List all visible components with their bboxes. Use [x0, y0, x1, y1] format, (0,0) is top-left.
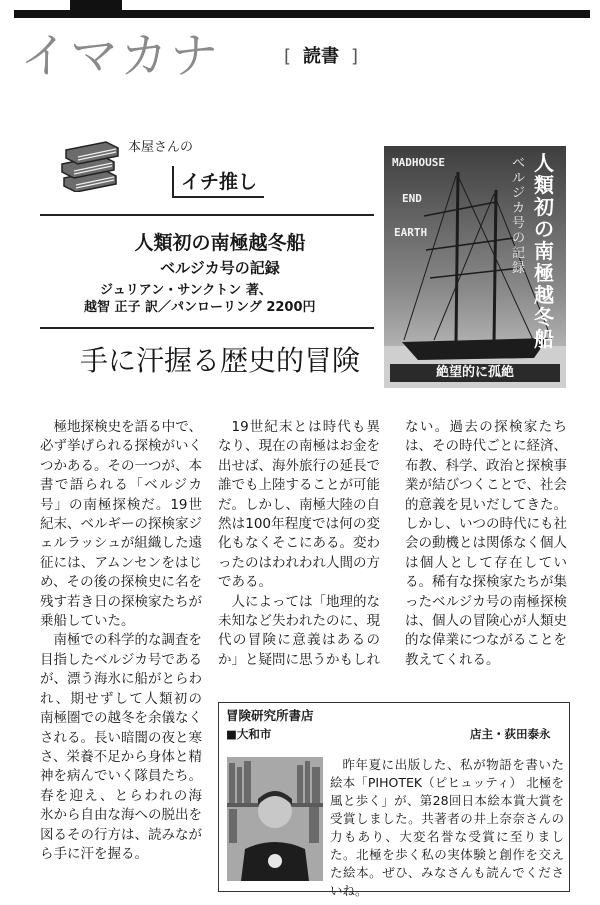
paragraph: 19世紀末とは時代も異なり、現在の南極はお金を出せば、海外旅行の延長で誰でも上陸することが可能だ。しかし、南極大陸の自然は100年程度では何の変化もなくそこにある。変わったのはわれわれ人間の方である。 — [218, 419, 380, 591]
book-cover-image — [384, 146, 566, 388]
cover-title-ja: 人類初の南極越冬船 — [534, 151, 554, 351]
article-headline: 手に汗握る歴史的冒険 — [79, 344, 360, 377]
paragraph: 昨年夏に出版した、私が物語を書いた絵本「PIHOTEK（ピヒュッティ） 北極を風と歩く」が、第28回日本絵本賞大賞を受賞しました。共著者の井上奈奈さんの力もあり、大変名誉な受賞に至りました。北極を歩く私の実体験と創作を交えた絵本。ぜひ、みなさんも読んでくださいね。 — [330, 757, 564, 898]
cover-band-text: 絶望的に孤絶 — [435, 365, 514, 380]
divider-top — [40, 214, 374, 216]
bookstore-location: ■大和市 — [226, 727, 272, 741]
top-rule-tab — [70, 0, 122, 12]
book-subtitle: ベルジカ号の記録 — [160, 259, 280, 277]
bookstore-comment — [330, 756, 564, 900]
paragraph: ない。過去の探検家たちは、その時代ごとに経済、布教、科学、政治と探検事業が結びつくことで、社会的意義を見いだしてきた。しかし、いつの時代にも社会の動機とは関係なく個人は個人として存在している。稀有な探検家たちが集ったベルジカ号の南極探検は、個人の冒険心が人類史的な偉業につながることを教えてくれる。 — [405, 419, 567, 668]
column-label-main: イチ推し — [172, 166, 264, 198]
paragraph: 南極での科学的な調査を目指したベルジカ号であるが、漂う海氷に船がとらわれ、期せずして人類初の南極圏での越冬を余儀なくされる。長い暗闇の夜と寒さ、栄養不足から身体と精神を病んでいく隊員たち。春を迎え、とらわれの海氷から自由な海への脱出を図るその行方は、読みながら手に汗を握る。 — [40, 632, 202, 862]
cover-subtitle-ja: ベルジカ号の記録 — [512, 156, 526, 276]
book-credit-publisher: 越智 正子 訳／パンローリング 2200円 — [84, 300, 316, 315]
cover-title-en-3: EARTH — [394, 226, 428, 239]
category-text: 読書 — [303, 46, 340, 67]
divider-bottom — [40, 327, 374, 329]
paragraph: 極地探検史を語る中で、必ず挙げられる探検がいくつかある。その一つが、本書で語られる「ベルジカ号」の南極探検だ。19世紀末、ベルギーの探検家ジェルラッシュが組織した遠征には、アムンセンをはじめ、その後の探検史に名を残す若き日の探検家たちが乗船していた。 — [40, 419, 202, 630]
bracket-open: [ — [284, 46, 292, 67]
book-title: 人類初の南極越冬船 — [134, 232, 306, 254]
book-credit-author: ジュリアン・サンクトン 著、 — [100, 283, 272, 298]
book-stack-icon — [58, 138, 120, 192]
article-column-1 — [40, 418, 202, 864]
section-title: イマカナ — [20, 28, 221, 84]
article-column-3 — [405, 418, 567, 670]
cover-title-en-1: MADHOUSE — [392, 156, 445, 169]
bookstore-name: 冒険研究所書店 — [226, 708, 314, 723]
owner-photo — [227, 757, 323, 881]
category-label — [272, 44, 370, 70]
paragraph: 人によっては「地理的な未知など失われたのに、現代の冒険に意義はあるのか」と疑問に思うかもしれ — [218, 593, 380, 668]
bracket-close: ] — [351, 46, 359, 67]
column-label-top: 本屋さんの — [128, 140, 194, 155]
bookstore-owner: 店主・荻田泰永 — [470, 727, 551, 741]
article-column-2 — [218, 418, 380, 670]
cover-title-en-2: END — [402, 192, 422, 205]
